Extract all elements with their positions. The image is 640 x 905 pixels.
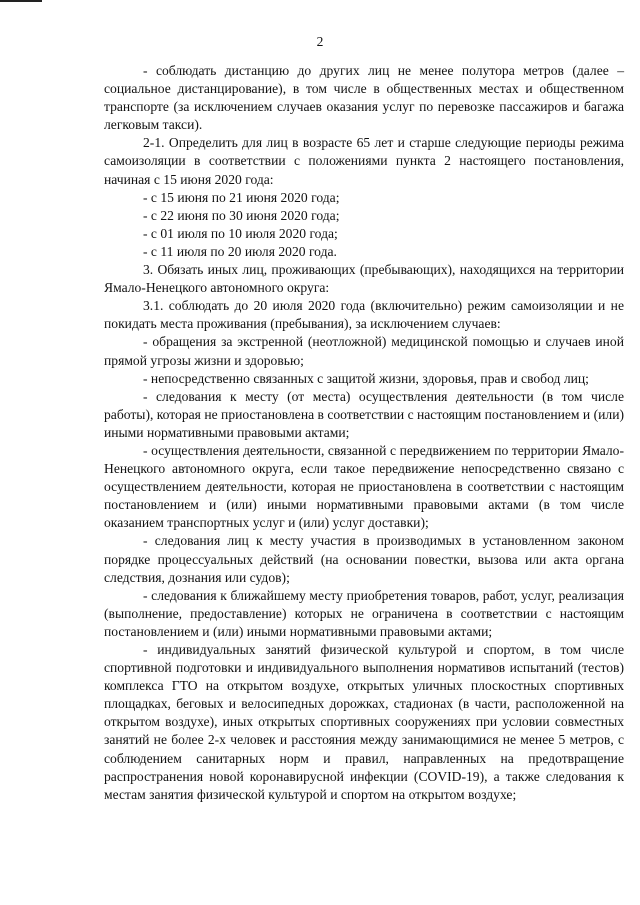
period-item-1: - с 15 июня по 21 июня 2020 года;: [143, 189, 340, 205]
exception-protection: - непосредственно связанных с защитой жизни, здоровья, прав и свобод лиц;: [143, 370, 589, 386]
exception-medical: - обращения за экстренной (неотложной) медицинской помощью и случаев иной прямой угрозы жизни и здоровью;: [104, 334, 624, 368]
period-item-4: - с 11 июля по 20 июля 2020 года.: [143, 243, 337, 259]
period-item-2: - с 22 июня по 30 июня 2020 года;: [143, 207, 340, 223]
exception-sport: - индивидуальных занятий физической культурой и спортом, в том числе спортивной подготовки и индивидуального выполнения нормативов испытаний (тестов) комплекса ГТО на открытом воздухе, открытых уличных плоскостных спортивных площадках, беговых и велосипедных дорожках, стадионах (в части, расположенной на открытом воздухе), иных открытых спортивных сооружениях при условии совместных занятий не более 2-х человек и расстояния между занимающимися не менее 5 метров, с соблюдением санитарных норм и правил, направленных на предотвращение распространения новой коронавирусной инфекции (COVID-19), а также следования к местам занятия физической культурой и спортом на открытом воздухе;: [104, 642, 624, 802]
exception-activity-movement: - осуществления деятельности, связанной с передвижением по территории Ямало-Ненецкого автономного округа, если такое передвижение непосредственно связано с осуществлением деятельности, которая не приостановлена в соответствии с настоящим постановлением и (или) иными нормативными правовыми актами (в том числе оказанием транспортных услуг и (или) услуг доставки);: [104, 442, 624, 531]
paragraph-3: 3. Обязать иных лиц, проживающих (пребывающих), находящихся на территории Ямало-Ненецкого автономного округа:: [104, 262, 624, 296]
document-body: [104, 62, 624, 804]
scan-edge-mark: [0, 0, 42, 2]
paragraph-2-1: 2-1. Определить для лиц в возрасте 65 лет и старше следующие периоды режима самоизоляции в соответствии с положениями пункта 2 настоящего постановления, начиная с 15 июня 2020 года:: [104, 135, 624, 187]
exception-work-commute: - следования к месту (от места) осуществления деятельности (в том числе работы), которая не приостановлена в соответствии с настоящим постановлением и (или) иными нормативными правовыми актами;: [104, 388, 624, 440]
exception-shopping: - следования к ближайшему месту приобретения товаров, работ, услуг, реализация (выполнение, предоставление) которых не ограничена в соответствии с настоящим постановлением и (или) иными нормативными правовыми актами;: [104, 587, 624, 639]
page-number: 2: [316, 34, 324, 49]
paragraph-3-1: 3.1. соблюдать до 20 июля 2020 года (включительно) режим самоизоляции и не покидать места проживания (пребывания), за исключением случаев:: [104, 298, 624, 332]
paragraph-social-distancing: - соблюдать дистанцию до других лиц не менее полутора метров (далее – социальное дистанцирование), в том числе в общественных местах и общественном транспорте (за исключением случаев оказания услуг по перевозке пассажиров и багажа легковым такси).: [104, 63, 624, 133]
exception-procedural: - следования лиц к месту участия в производимых в установленном законом порядке процессуальных действий (на основании повестки, вызова или акта органа следствия, дознания или судов);: [104, 533, 624, 585]
period-item-3: - с 01 июля по 10 июля 2020 года;: [143, 225, 338, 241]
